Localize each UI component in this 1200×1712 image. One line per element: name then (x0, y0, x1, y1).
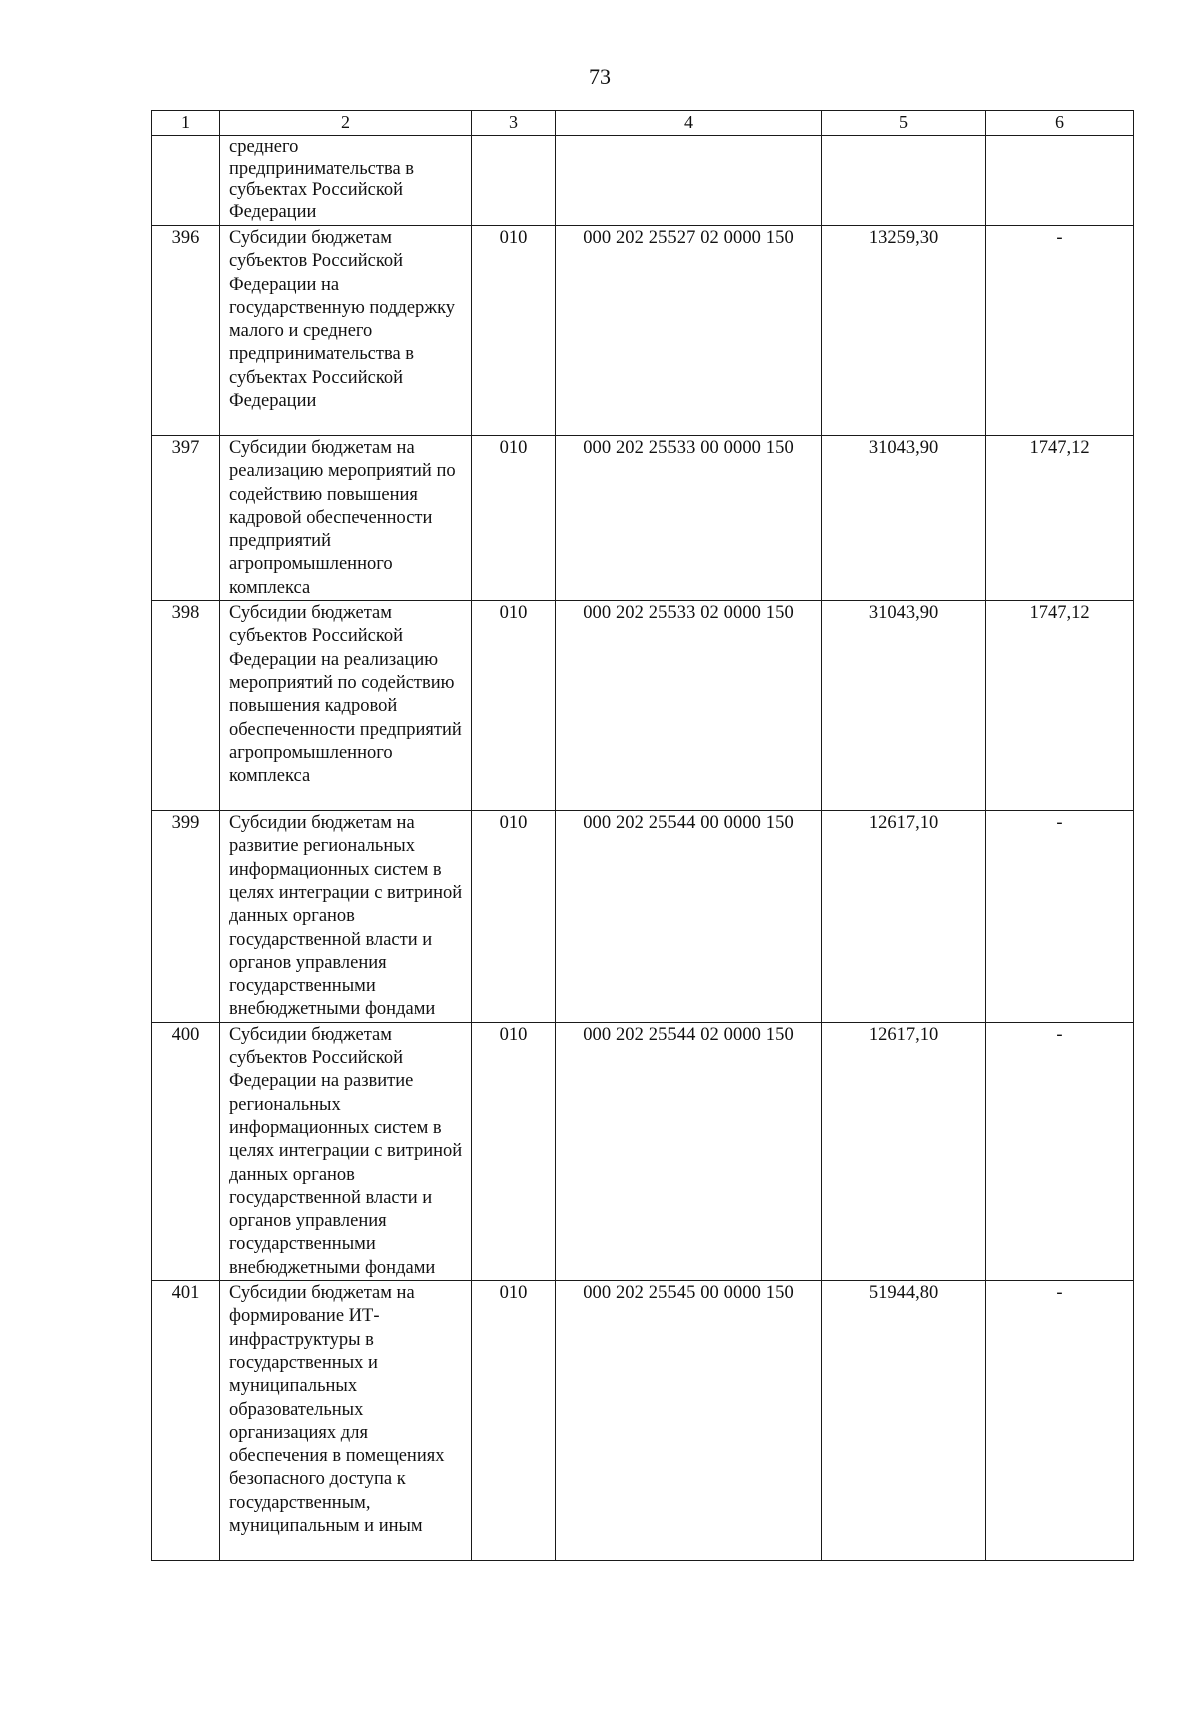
row-code: 000 202 25533 02 0000 150 (556, 601, 822, 811)
row-code: 000 202 25544 02 0000 150 (556, 1022, 822, 1280)
row-col3 (472, 136, 556, 226)
row-code: 000 202 25545 00 0000 150 (556, 1281, 822, 1561)
row-number: 398 (152, 601, 220, 811)
row-col3: 010 (472, 436, 556, 601)
row-col5: 13259,30 (822, 226, 986, 436)
row-number: 396 (152, 226, 220, 436)
row-col5: 51944,80 (822, 1281, 986, 1561)
column-header: 6 (986, 111, 1134, 136)
row-description: Субсидии бюджетам субъектов Российской Федерации на развитие региональных информационных систем в целях интеграции с витриной данных органов государственной власти и органов управления государственными внебюджетными фондами (220, 1022, 472, 1280)
row-col6: 1747,12 (986, 601, 1134, 811)
column-header: 3 (472, 111, 556, 136)
row-code: 000 202 25533 00 0000 150 (556, 436, 822, 601)
page-number: 73 (589, 64, 611, 89)
budget-table (151, 110, 1134, 1561)
row-col5: 12617,10 (822, 811, 986, 1023)
row-number: 401 (152, 1281, 220, 1561)
row-description: Субсидии бюджетам субъектов Российской Федерации на реализацию мероприятий по содействию повышения кадровой обеспеченности предприятий агропромышленного комплекса (220, 601, 472, 811)
table-row (152, 1281, 1134, 1561)
row-col6: - (986, 1281, 1134, 1561)
row-col3: 010 (472, 1281, 556, 1561)
row-number: 399 (152, 811, 220, 1023)
column-header: 4 (556, 111, 822, 136)
row-col6: - (986, 1022, 1134, 1280)
row-col5: 31043,90 (822, 601, 986, 811)
table-row (152, 811, 1134, 1023)
row-number: 400 (152, 1022, 220, 1280)
row-col6 (986, 136, 1134, 226)
row-description: Субсидии бюджетам на развитие региональных информационных систем в целях интеграции с витриной данных органов государственной власти и органов управления государственными внебюджетными фондами (220, 811, 472, 1023)
row-description: Субсидии бюджетам субъектов Российской Федерации на государственную поддержку малого и среднего предпринимательства в субъектах Российской Федерации (220, 226, 472, 436)
row-col5: 12617,10 (822, 1022, 986, 1280)
row-col3: 010 (472, 1022, 556, 1280)
column-header: 1 (152, 111, 220, 136)
column-header: 2 (220, 111, 472, 136)
row-col3: 010 (472, 601, 556, 811)
row-col3: 010 (472, 226, 556, 436)
table-row (152, 601, 1134, 811)
header-row (152, 111, 1134, 136)
row-col6: - (986, 226, 1134, 436)
row-col3: 010 (472, 811, 556, 1023)
table-row (152, 1022, 1134, 1280)
row-col6: - (986, 811, 1134, 1023)
row-description: Субсидии бюджетам на реализацию мероприятий по содействию повышения кадровой обеспеченности предприятий агропромышленного комплекса (220, 436, 472, 601)
row-code (556, 136, 822, 226)
column-header: 5 (822, 111, 986, 136)
table-row (152, 436, 1134, 601)
row-description: Субсидии бюджетам на формирование ИТ-инфраструктуры в государственных и муниципальных образовательных организациях для обеспечения в помещениях безопасного доступа к государственным, муниципальным и иным (220, 1281, 472, 1561)
row-col6: 1747,12 (986, 436, 1134, 601)
table-row (152, 136, 1134, 226)
row-code: 000 202 25544 00 0000 150 (556, 811, 822, 1023)
row-number: 397 (152, 436, 220, 601)
row-code: 000 202 25527 02 0000 150 (556, 226, 822, 436)
row-number (152, 136, 220, 226)
table-row (152, 226, 1134, 436)
row-description: среднего предпринимательства в субъектах Российской Федерации (220, 136, 472, 226)
row-col5 (822, 136, 986, 226)
row-col5: 31043,90 (822, 436, 986, 601)
